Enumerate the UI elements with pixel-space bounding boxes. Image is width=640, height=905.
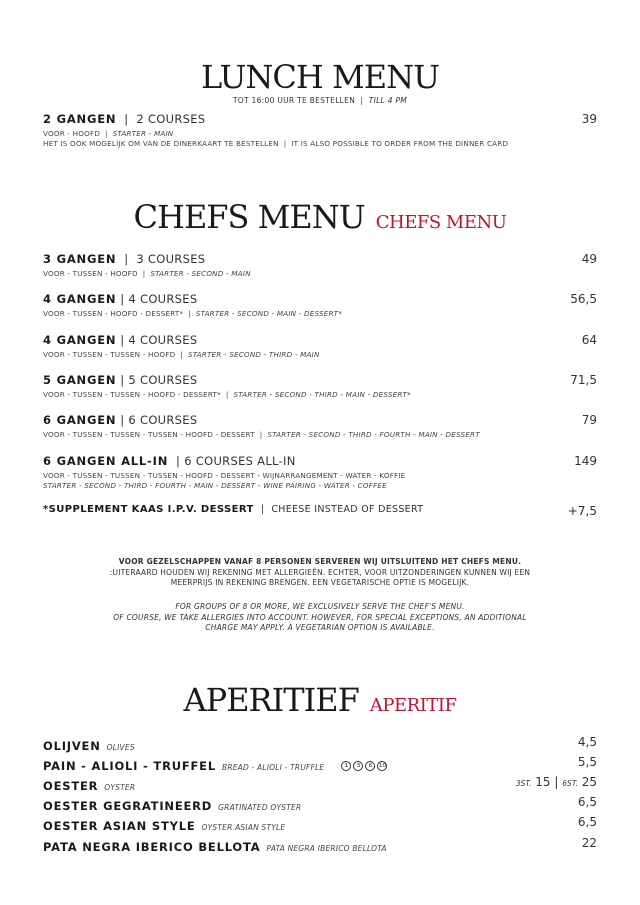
- allergen-icon: 10: [378, 762, 386, 769]
- aperitief-price: 6,5: [577, 815, 597, 829]
- chefs-menu-title: CHEFS MENU CHEFS MENU: [133, 198, 507, 236]
- supplement-price: +7,5: [567, 504, 597, 518]
- chefs-item-price: 64: [581, 333, 597, 347]
- chefs-item-price: 56,5: [570, 292, 597, 306]
- aperitief-item: OESTER OYSTER 3ST. 15 | 6ST. 25: [43, 775, 597, 793]
- aperitief-title: APERITIEF APERITIF: [183, 681, 457, 719]
- aperitief-price: 6,5: [577, 795, 597, 809]
- chefs-item-price: 79: [581, 413, 597, 427]
- aperitief-price: 4,5: [577, 735, 597, 749]
- aperitief-item: PATA NEGRA IBERICO BELLOTA PATA NEGRA IBERICO BELLOTA 22: [43, 836, 597, 854]
- chefs-item-price: 71,5: [570, 373, 597, 387]
- groups-note-nl: VOOR GEZELSCHAPPEN VANAF 8 PERSONEN SERVEREN WIJ UITSLUITEND HET CHEFS MENU. :UITERAARD HOUDEN WIJ REKENING MET ALLERGIEËN. ECHTER, VOOR UITZONDERINGEN KUNNEN WIJ EEN MEERPRIJS IN REKENING BRENGEN. EEN VEGETARISCHE OPTIE IS MOGELIJK.: [109, 557, 531, 587]
- chefs-item-all-in: 6 GANGEN ALL-IN | 6 COURSES ALL-IN VOOR - TUSSEN - TUSSEN - TUSSEN - HOOFD - DESSERT - WIJNARRANGEMENT - WATER - KOFFIE STARTER - SECOND - THIRD - FOURTH - MAIN - DESSERT - WINE PAIRING - WATER - COFFEE 149: [43, 454, 597, 490]
- lunch-item-note: HET IS OOK MOGELIJK OM VAN DE DINERKAART TE BESTELLEN | IT IS ALSO POSSIBLE TO ORDER FROM THE DINNER CARD: [43, 139, 509, 148]
- chefs-item-price: 49: [581, 252, 597, 266]
- aperitief-price: 5,5: [577, 755, 597, 769]
- allergen-icon: 1: [341, 761, 351, 771]
- lunch-price: 39: [581, 112, 597, 126]
- lunch-item: 2 GANGEN | 2 COURSES VOOR - HOOFD | STARTER - MAIN HET IS OOK MOGELIJK OM VAN DE DINERKAART TE BESTELLEN | IT IS ALSO POSSIBLE TO ORDER FROM THE DINNER CARD 39: [43, 112, 597, 148]
- aperitief-item: OESTER ASIAN STYLE OYSTER ASIAN STYLE 6,5: [43, 815, 597, 833]
- chefs-item: 6 GANGEN | 6 COURSES VOOR - TUSSEN - TUSSEN - TUSSEN - HOOFD - DESSERT | STARTER - SECOND - THIRD - FOURTH - MAIN - DESSERT 79: [43, 413, 597, 439]
- chefs-item: 4 GANGEN | 4 COURSES VOOR - TUSSEN - HOOFD - DESSERT* | STARTER - SECOND - MAIN - DESSERT* 56,5: [43, 292, 597, 318]
- chefs-item-price: 149: [574, 454, 597, 468]
- aperitief-price: 22: [581, 836, 597, 850]
- chefs-item: 5 GANGEN | 5 COURSES VOOR - TUSSEN - TUSSEN - HOOFD - DESSERT* | STARTER - SECOND - THIRD - MAIN - DESSERT* 71,5: [43, 373, 597, 399]
- aperitief-item: OLIJVEN OLIVES 4,5: [43, 735, 597, 753]
- allergen-icon: 6: [365, 761, 375, 771]
- chefs-item: 3 GANGEN | 3 COURSES VOOR - TUSSEN - HOOFD | STARTER - SECOND - MAIN 49: [43, 252, 597, 278]
- lunch-item-desc: VOOR - HOOFD | STARTER - MAIN: [43, 129, 174, 138]
- oyster-price: 3ST. 15 | 6ST. 25: [515, 775, 597, 789]
- lunch-menu-title: LUNCH MENU: [200, 58, 440, 96]
- lunch-subtitle: TOT 16:00 UUR TE BESTELLEN | TILL 4 PM: [232, 96, 408, 105]
- aperitief-item: OESTER GEGRATINEERD GRATINATED OYSTER 6,5: [43, 795, 597, 813]
- groups-note-en: FOR GROUPS OF 8 OR MORE, WE EXCLUSIVELY SERVE THE CHEF'S MENU. OF COURSE, WE TAKE ALLERGIES INTO ACCOUNT. HOWEVER, FOR SPECIAL EXCEPTIONS, AN ADDITIONAL CHARGE MAY APPLY. A VEGETARIAN OPTION IS AVAILABLE.: [113, 602, 527, 632]
- chefs-supplement: *SUPPLEMENT KAAS I.P.V. DESSERT | CHEESE INSTEAD OF DESSERT +7,5: [43, 504, 597, 518]
- allergen-icons: [341, 761, 387, 771]
- aperitief-item: PAIN - ALIOLI - TRUFFEL BREAD - ALIOLI - TRUFFLE 1 3 6 10 5,5: [43, 755, 597, 773]
- chefs-item: 4 GANGEN | 4 COURSES VOOR - TUSSEN - TUSSEN - HOOFD | STARTER - SECOND - THIRD - MAIN 64: [43, 333, 597, 359]
- allergen-icon: 3: [353, 761, 363, 771]
